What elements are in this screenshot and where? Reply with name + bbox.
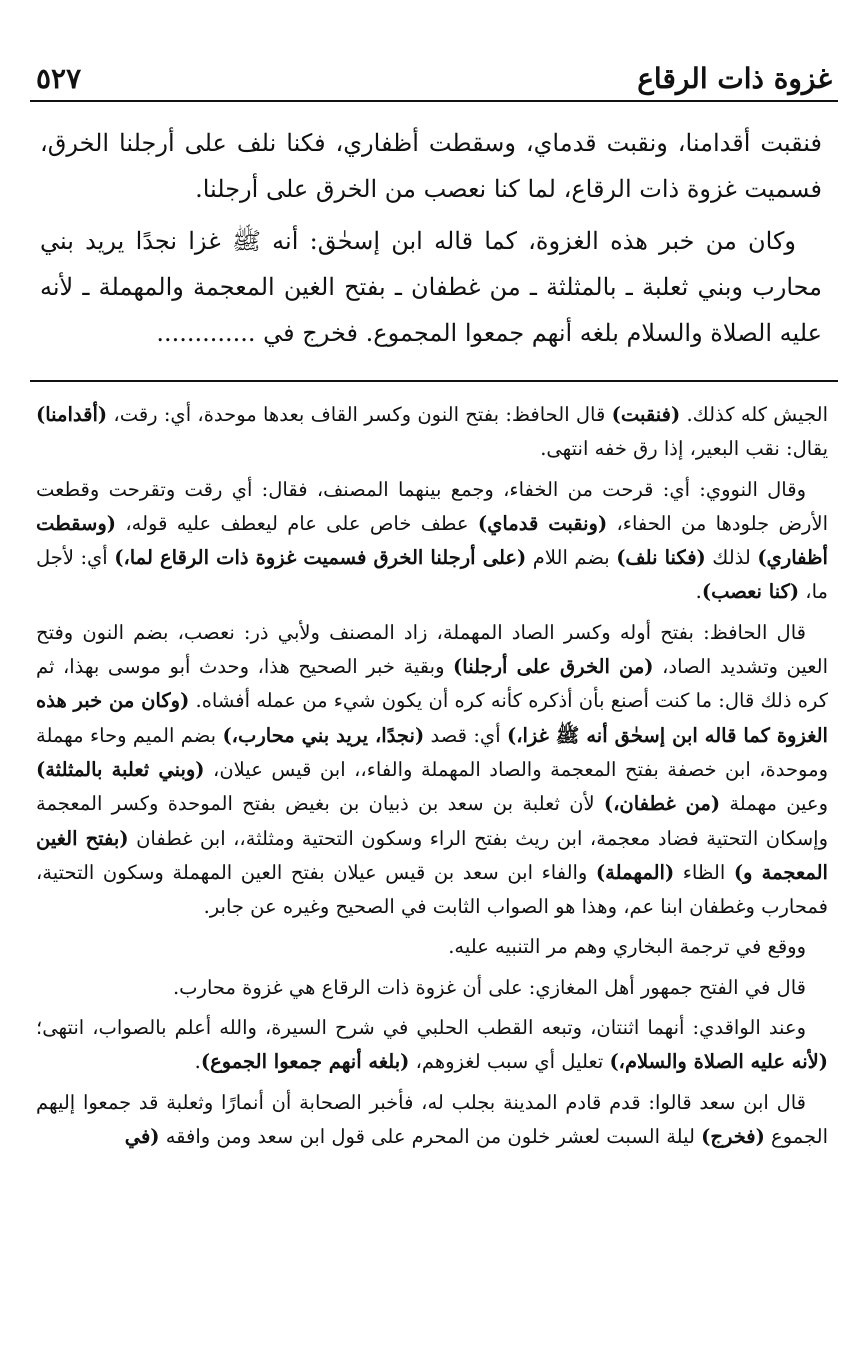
page-number: ٥٢٧ xyxy=(36,61,82,95)
commentary-paragraph: قال في الفتح جمهور أهل المغازي: على أن غزوة ذات الرقاع هي غزوة محارب. xyxy=(172,975,806,999)
main-paragraph: فنقبت أقدامنا، ونقبت قدماي، وسقطت أظفاري، فكنا نلف على أرجلنا الخرق، فسميت غزوة ذات الرقاع، لما كنا نعصب من الخرق على أرجلنا. xyxy=(40,129,822,203)
footnote-divider xyxy=(30,380,838,382)
main-paragraph: وكان من خبر هذه الغزوة، كما قاله ابن إسحٰق: أنه ﷺ غزا نجدًا يريد بني محارب وبني ثعلبة ـ بالمثلثة ـ من غطفان ـ بفتح الغين المعجمة والمهملة ـ لأنه عليه الصلاة والسلام بلغه أنهم جمعوا المجموع. فخرج في ............. xyxy=(40,227,822,347)
running-header xyxy=(30,56,838,102)
commentary-paragraph: الجيش كله كذلك. (فنقبت) قال الحافظ: بفتح النون وكسر القاف بعدها موحدة، أي: رقت، (أقدامنا) يقال: نقب البعير، إذا رق خفه انتهى. xyxy=(36,403,828,461)
commentary xyxy=(36,398,828,1154)
commentary-paragraph: قال ابن سعد قالوا: قدم قادم المدينة بجلب له، فأخبر الصحابة أن أنمارًا وثعلبة قد جمعوا إليهم الجموع (فخرج) ليلة السبت لعشر خلون من المحرم على قول ابن سعد ومن وافقه (في xyxy=(36,1090,828,1148)
commentary-paragraph: وعند الواقدي: أنهما اثنتان، وتبعه القطب الحلبي في شرح السيرة، والله أعلم بالصواب، انتهى؛ (لأنه عليه الصلاة والسلام،) تعليل أي سبب لغزوهم، (بلغه أنهم جمعوا الجموع). xyxy=(36,1016,828,1074)
commentary-paragraph: ووقع في ترجمة البخاري وهم مر التنبيه عليه. xyxy=(448,935,806,959)
main-text xyxy=(40,120,822,362)
chapter-title: غزوة ذات الرقاع xyxy=(637,61,832,95)
commentary-paragraph: وقال النووي: أي: قرحت من الخفاء، وجمع بينهما المصنف، فقال: أي رقت وتقرحت وقطعت الأرض جلودها من الحفاء، (ونقبت قدماي) عطف خاص على عام ليعطف عليه قوله، (وسقطت أظفاري) لذلك (فكنا نلف) بضم اللام (على أرجلنا الخرق فسميت غزوة ذات الرقاع لما،) أي: لأجل ما، (كنا نعصب). xyxy=(36,477,828,604)
commentary-paragraph: قال الحافظ: بفتح أوله وكسر الصاد المهملة، زاد المصنف ولأبي ذر: نعصب، بضم النون وفتح العين وتشديد الصاد، (من الخرق على أرجلنا) وبقية خبر الصحيح هذا، وحدث أبو موسى بهذا، ثم كره ذلك قال: ما كنت أصنع بأن أذكره كأنه كره أن يكون شيء من عمله أفشاه. (وكان من خبر هذه الغزوة كما قاله ابن إسحٰق أنه ﷺ غزا،) أي: قصد (نجدًا، يريد بني محارب،) بضم الميم وحاء مهملة وموحدة، ابن خصفة بفتح المعجمة والصاد المهملة والفاء،، ابن قيس عيلان، (وبني ثعلبة بالمثلثة) وعين مهملة (من غطفان،) لأن ثعلبة بن سعد بن ذبيان بن بغيض بفتح الموحدة وكسر المعجمة وإسكان التحتية فضاد معجمة، ابن ريث بفتح الراء وسكون التحتية ومثلثة،، ابن غطفان (بفتح الغين المعجمة و) الظاء (المهملة) والفاء ابن سعد بن قيس عيلان بفتح العين المهملة وسكون التحتية، فمحارب وغطفان ابنا عم، وهذا هو الصواب الثابت في الصحيح وغيره عن جابر. xyxy=(36,620,828,919)
